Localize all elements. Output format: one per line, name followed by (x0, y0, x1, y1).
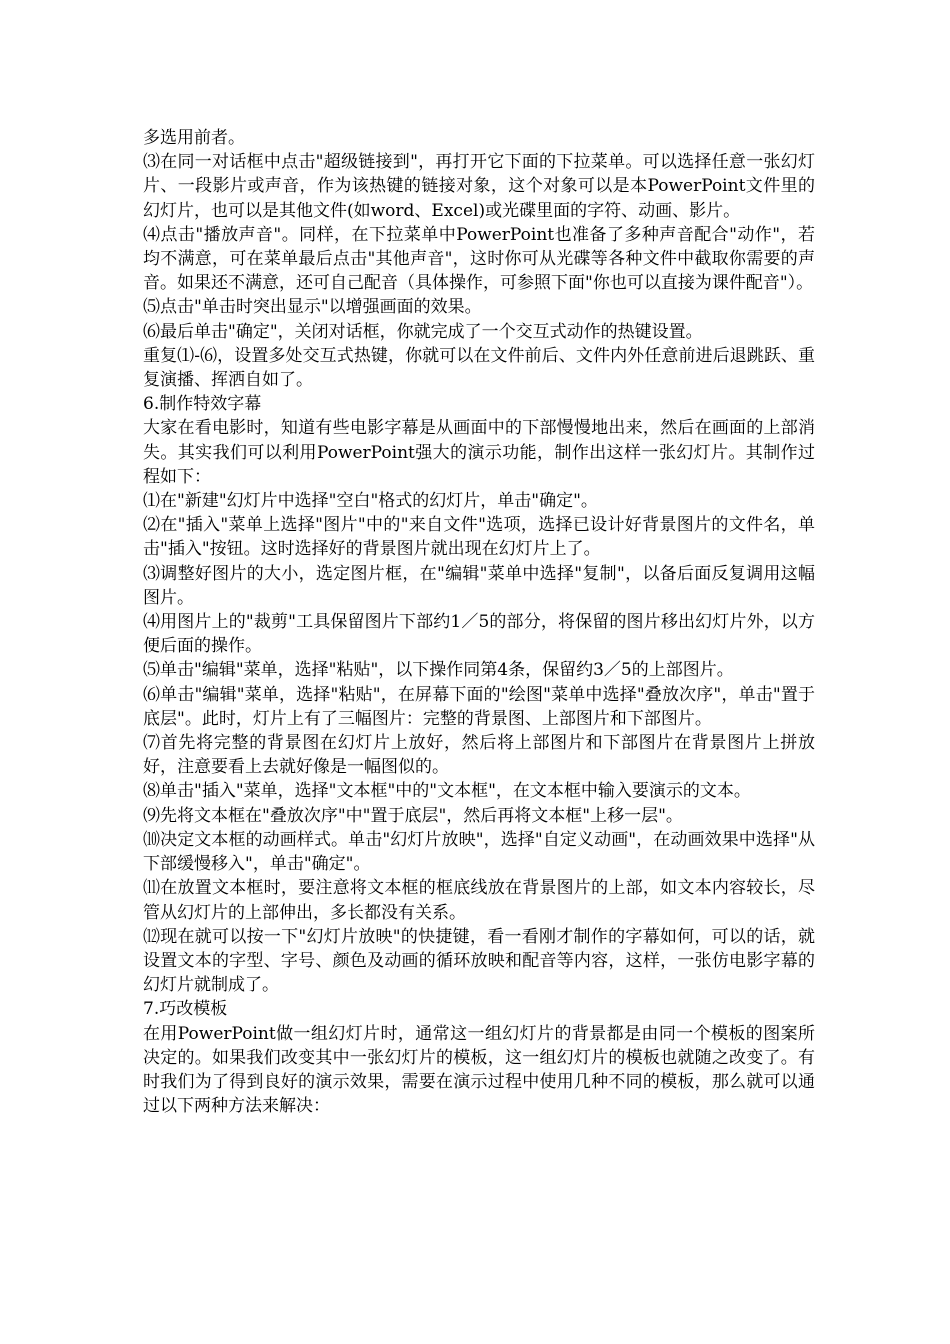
paragraph: ⑺首先将完整的背景图在幻灯片上放好，然后将上部图片和下部图片在背景图片上拼放好，注意要看上去就好像是一幅图似的。 (143, 733, 815, 778)
paragraph: ⑹单击"编辑"菜单，选择"粘贴"，在屏幕下面的"绘图"菜单中选择"叠放次序"，单击"置于底层"。此时，灯片上有了三幅图片：完整的背景图、上部图片和下部图片。 (143, 684, 815, 729)
paragraph: ⑷点击"播放声音"。同样，在下拉菜单中PowerPoint也准备了多种声音配合"动作"，若均不满意，可在菜单最后点击"其他声音"，这时你可从光碟等各种文件中截取你需要的声音。如果还不满意，还可自己配音（具体操作，可参照下面"你也可以直接为课件配音"）。 (143, 224, 815, 294)
paragraph: 多选用前者。 (143, 128, 245, 148)
paragraph: ⑽决定文本框的动画样式。单击"幻灯片放映"，选择"自定义动画"，在动画效果中选择"从下部缓慢移入"，单击"确定"。 (143, 829, 815, 875)
section-heading: 7.巧改模板 (143, 999, 228, 1020)
paragraph: ⑾在放置文本框时，要注意将文本框的框底线放在背景图片的上部，如文本内容较长，尽管从幻灯片的上部伸出，多长都没有关系。 (143, 878, 815, 923)
paragraph: ⑶在同一对话框中点击"超级链接到"，再打开它下面的下拉菜单。可以选择任意一张幻灯片、一段影片或声音，作为该热键的链接对象，这个对象可以是本PowerPoint文件里的幻灯片，也可以是其他文件(如word、Excel)或光碟里面的字符、动画、影片。 (143, 152, 815, 221)
paragraph: ⑿现在就可以按一下"幻灯片放映"的快捷键，看一看刚才制作的字幕如何，可以的话，就设置文本的字型、字号、颜色及动画的循环放映和配音等内容，这样，一张仿电影字幕的幻灯片就制成了。 (143, 926, 815, 996)
paragraph: ⑸单击"编辑"菜单，选择"粘贴"，以下操作同第4条，保留约3／5的上部图片。 (143, 660, 734, 681)
document-page (143, 126, 815, 1118)
paragraph: ⑷用图片上的"裁剪"工具保留图片下部约1／5的部分，将保留的图片移出幻灯片外，以方便后面的操作。 (143, 612, 815, 657)
paragraph: 重复⑴-⑹，设置多处交互式热键，你就可以在文件前后、文件内外任意前进后退跳跃、重复演播、挥洒自如了。 (143, 345, 815, 391)
paragraph: ⑴在"新建"幻灯片中选择"空白"格式的幻灯片，单击"确定"。 (143, 491, 598, 512)
paragraph: ⑶调整好图片的大小，选定图片框，在"编辑"菜单中选择"复制"，以备后面反复调用这幅图片。 (143, 563, 815, 608)
paragraph: 在用PowerPoint做一组幻灯片时，通常这一组幻灯片的背景都是由同一个模板的图案所决定的。如果我们改变其中一张幻灯片的模板，这一组幻灯片的模板也就随之改变了。有时我们为了得到良好的演示效果，需要在演示过程中使用几种不同的模板，那么就可以通过以下两种方法来解决： (143, 1023, 815, 1117)
paragraph: ⑹最后单击"确定"，关闭对话框，你就完成了一个交互式动作的热键设置。 (143, 321, 703, 342)
section-heading: 6.制作特效字幕 (143, 394, 262, 415)
paragraph: ⑵在"插入"菜单上选择"图片"中的"来自文件"选项，选择已设计好背景图片的文件名，单击"插入"按钮。这时选择好的背景图片就出现在幻灯片上了。 (143, 515, 815, 560)
paragraph: ⑼先将文本框在"叠放次序"中"置于底层"，然后再将文本框"上移一层"。 (143, 805, 683, 826)
paragraph: ⑻单击"插入"菜单，选择"文本框"中的"文本框"，在文本框中输入要演示的文本。 (143, 781, 751, 802)
paragraph: ⑸点击"单击时突出显示"以增强画面的效果。 (143, 297, 482, 318)
paragraph: 大家在看电影时，知道有些电影字幕是从画面中的下部慢慢地出来，然后在画面的上部消失。其实我们可以利用PowerPoint强大的演示功能，制作出这样一张幻灯片。其制作过程如下： (143, 418, 815, 487)
